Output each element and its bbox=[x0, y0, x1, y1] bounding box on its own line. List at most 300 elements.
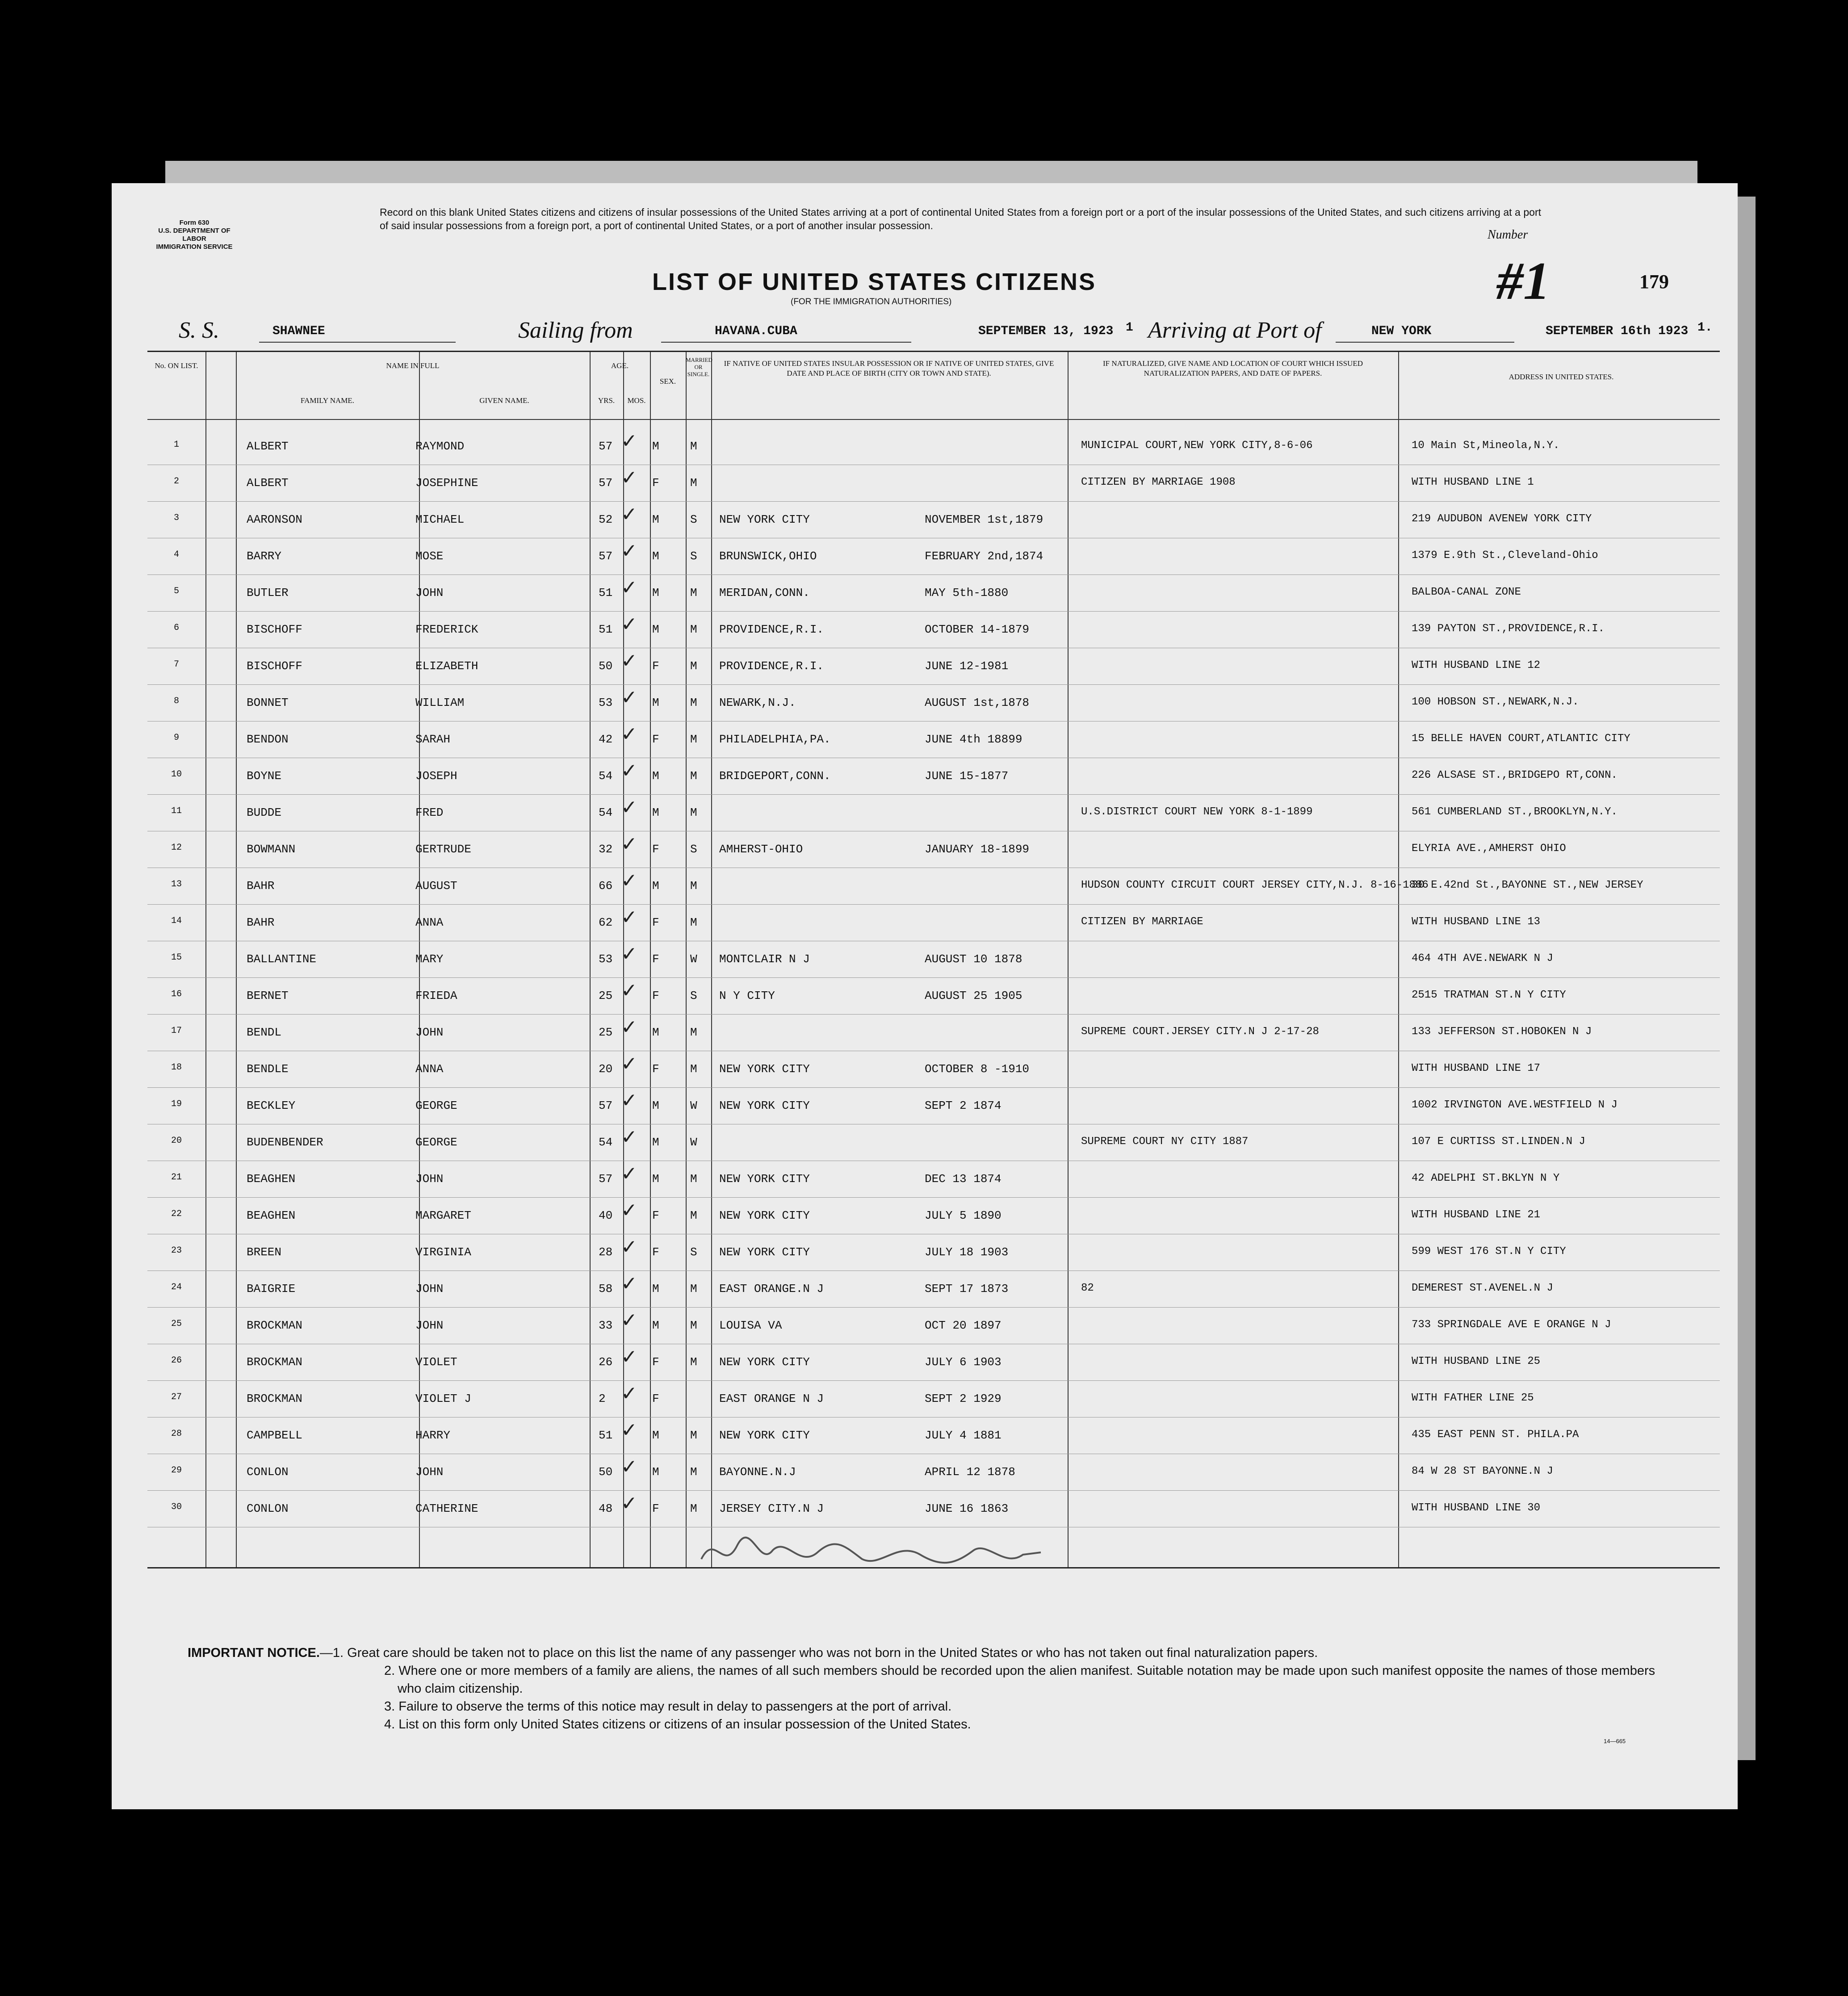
sex: M bbox=[652, 1172, 659, 1186]
sex: M bbox=[652, 1282, 659, 1296]
page-title: LIST OF UNITED STATES CITIZENS bbox=[652, 268, 1096, 295]
sex: M bbox=[652, 513, 659, 526]
address: 464 4TH AVE.NEWARK N J bbox=[1412, 952, 1553, 964]
age-years: 40 bbox=[599, 1209, 613, 1222]
age-years: 66 bbox=[599, 879, 613, 893]
table-row bbox=[147, 465, 1720, 499]
birth-place: BAYONNE.N.J bbox=[719, 1465, 796, 1479]
address: WITH HUSBAND LINE 21 bbox=[1412, 1209, 1541, 1221]
table-row bbox=[147, 1271, 1720, 1305]
birth-place: MERIDAN,CONN. bbox=[719, 586, 810, 600]
department-name: U.S. DEPARTMENT OF LABOR bbox=[158, 227, 230, 243]
birth-date: JULY 6 1903 bbox=[925, 1355, 1002, 1369]
birth-place: NEW YORK CITY bbox=[719, 1062, 810, 1076]
check-mark-icon: ✓ bbox=[621, 1272, 637, 1295]
col-head-yrs: YRS. bbox=[598, 396, 615, 405]
address: BALBOA-CANAL ZONE bbox=[1412, 586, 1521, 598]
family-name: ALBERT bbox=[247, 476, 289, 490]
sex: F bbox=[652, 1062, 659, 1076]
age-years: 53 bbox=[599, 696, 613, 709]
col-head-given: GIVEN NAME. bbox=[479, 396, 529, 405]
check-mark-icon: ✓ bbox=[621, 1162, 637, 1185]
age-years: 54 bbox=[599, 1136, 613, 1149]
family-name: BENDLE bbox=[247, 1062, 289, 1076]
row-number: 16 bbox=[171, 989, 182, 999]
sex: M bbox=[652, 1026, 659, 1039]
table-row bbox=[147, 1197, 1720, 1232]
age-years: 2 bbox=[599, 1392, 606, 1405]
marital-status: M bbox=[690, 1062, 697, 1076]
sex: F bbox=[652, 916, 659, 929]
naturalization: SUPREME COURT NY CITY 1887 bbox=[1081, 1136, 1249, 1148]
marital-status: S bbox=[690, 843, 697, 856]
row-number: 22 bbox=[171, 1209, 182, 1219]
departure-year-suffix: 1 bbox=[1126, 321, 1133, 335]
address: 599 WEST 176 ST.N Y CITY bbox=[1412, 1245, 1566, 1258]
birth-place: BRUNSWICK,OHIO bbox=[719, 549, 817, 563]
table-row bbox=[147, 868, 1720, 902]
birth-date: SEPT 2 1874 bbox=[925, 1099, 1002, 1112]
birth-place: PHILADELPHIA,PA. bbox=[719, 733, 831, 746]
family-name: BUDDE bbox=[247, 806, 282, 819]
form-header-block bbox=[147, 219, 241, 251]
given-name: VIRGINIA bbox=[415, 1245, 471, 1259]
given-name: FREDERICK bbox=[415, 623, 478, 636]
row-number: 21 bbox=[171, 1172, 182, 1183]
table-row bbox=[147, 1124, 1720, 1158]
check-mark-icon: ✓ bbox=[621, 1309, 637, 1332]
row-number: 28 bbox=[171, 1429, 182, 1439]
sex: M bbox=[652, 440, 659, 453]
marital-status: M bbox=[690, 696, 697, 709]
marital-status: S bbox=[690, 1245, 697, 1259]
age-years: 51 bbox=[599, 586, 613, 600]
given-name: WILLIAM bbox=[415, 696, 465, 709]
age-years: 33 bbox=[599, 1319, 613, 1332]
table-row bbox=[147, 1014, 1720, 1048]
birth-place: NEWARK,N.J. bbox=[719, 696, 796, 709]
marital-status: W bbox=[690, 1136, 697, 1149]
row-number: 6 bbox=[173, 623, 179, 633]
marital-status: M bbox=[690, 806, 697, 819]
given-name: ANNA bbox=[415, 1062, 444, 1076]
table-row bbox=[147, 501, 1720, 536]
col-head-name-group: NAME IN FULL bbox=[386, 361, 440, 370]
family-name: BOYNE bbox=[247, 769, 282, 783]
row-number: 9 bbox=[173, 733, 179, 743]
sex: M bbox=[652, 586, 659, 600]
table-row bbox=[147, 1087, 1720, 1122]
arriving-label: Arriving at Port of bbox=[1148, 318, 1322, 343]
number-label: Number bbox=[1488, 228, 1528, 242]
given-name: ELIZABETH bbox=[415, 659, 478, 673]
col-head-address: ADDRESS IN UNITED STATES. bbox=[1509, 373, 1614, 381]
marital-status: M bbox=[690, 476, 697, 490]
table-row bbox=[147, 1234, 1720, 1268]
form-number: Form 630 bbox=[179, 219, 210, 226]
sex: M bbox=[652, 1465, 659, 1479]
sex: M bbox=[652, 1099, 659, 1112]
age-years: 54 bbox=[599, 806, 613, 819]
row-number: 15 bbox=[171, 952, 182, 963]
family-name: BERNET bbox=[247, 989, 289, 1002]
family-name: BOWMANN bbox=[247, 843, 296, 856]
sex: F bbox=[652, 1355, 659, 1369]
address: WITH FATHER LINE 25 bbox=[1412, 1392, 1534, 1404]
age-years: 52 bbox=[599, 513, 613, 526]
birth-place: PROVIDENCE,R.I. bbox=[719, 659, 824, 673]
birth-date: JULY 4 1881 bbox=[925, 1429, 1002, 1442]
sex: F bbox=[652, 952, 659, 966]
manifest-sheet bbox=[112, 183, 1738, 1809]
marital-status: M bbox=[690, 1172, 697, 1186]
sex: M bbox=[652, 1429, 659, 1442]
address: DEMEREST ST.AVENEL.N J bbox=[1412, 1282, 1553, 1294]
form-code: 14—665 bbox=[1604, 1738, 1626, 1744]
age-years: 51 bbox=[599, 623, 613, 636]
family-name: BEAGHEN bbox=[247, 1209, 296, 1222]
birth-place: BRIDGEPORT,CONN. bbox=[719, 769, 831, 783]
notice-item-2: 2. Where one or more members of a family are aliens, the names of all such members should be recorded upon the alien manifest. Suitable notation may be made upon such manifest opposite the names of those members who claim citizenship. bbox=[384, 1664, 1655, 1696]
table-row bbox=[147, 831, 1720, 865]
check-mark-icon: ✓ bbox=[621, 686, 637, 709]
sex: M bbox=[652, 696, 659, 709]
row-number: 17 bbox=[171, 1026, 182, 1036]
arrival-date: SEPTEMBER 16th 1923 bbox=[1546, 324, 1689, 338]
row-number: 25 bbox=[171, 1319, 182, 1329]
given-name: GERTRUDE bbox=[415, 843, 471, 856]
marital-status: S bbox=[690, 513, 697, 526]
age-years: 53 bbox=[599, 952, 613, 966]
birth-place: EAST ORANGE N J bbox=[719, 1392, 824, 1405]
voyage-line bbox=[179, 317, 1720, 344]
check-mark-icon: ✓ bbox=[621, 1089, 637, 1112]
address: 1379 E.9th St.,Cleveland-Ohio bbox=[1412, 549, 1598, 562]
notice-lead: IMPORTANT NOTICE. bbox=[188, 1646, 320, 1660]
age-years: 20 bbox=[599, 1062, 613, 1076]
birth-date: FEBRUARY 2nd,1874 bbox=[925, 549, 1043, 563]
col-head-naturalized: IF NATURALIZED, GIVE NAME AND LOCATION OF COURT WHICH ISSUED NATURALIZATION PAPERS, AND DATE OF PAPERS. bbox=[1102, 359, 1363, 377]
age-years: 57 bbox=[599, 440, 613, 453]
marital-status: W bbox=[690, 952, 697, 966]
age-years: 32 bbox=[599, 843, 613, 856]
row-number: 26 bbox=[171, 1355, 182, 1366]
age-years: 57 bbox=[599, 1099, 613, 1112]
birth-place: LOUISA VA bbox=[719, 1319, 782, 1332]
marital-status: M bbox=[690, 623, 697, 636]
age-years: 57 bbox=[599, 549, 613, 563]
birth-place: MONTCLAIR N J bbox=[719, 952, 810, 966]
important-notice bbox=[188, 1644, 1662, 1733]
ss-label: S. S. bbox=[179, 318, 219, 343]
address: 561 CUMBERLAND ST.,BROOKLYN,N.Y. bbox=[1412, 806, 1618, 818]
check-mark-icon: ✓ bbox=[621, 869, 637, 892]
notice-item-3: 3. Failure to observe the terms of this notice may result in delay to passengers at the port of arrival. bbox=[384, 1699, 952, 1714]
family-name: BROCKMAN bbox=[247, 1392, 302, 1405]
birth-date: SEPT 2 1929 bbox=[925, 1392, 1002, 1405]
age-years: 50 bbox=[599, 659, 613, 673]
passenger-table bbox=[147, 351, 1720, 1568]
family-name: BECKLEY bbox=[247, 1099, 296, 1112]
col-head-mos: MOS. bbox=[627, 396, 646, 405]
table-row bbox=[147, 538, 1720, 572]
given-name: AUGUST bbox=[415, 879, 457, 893]
birth-date: MAY 5th-1880 bbox=[925, 586, 1009, 600]
birth-date: OCTOBER 14-1879 bbox=[925, 623, 1030, 636]
address: 226 ALSASE ST.,BRIDGEPO RT,CONN. bbox=[1412, 769, 1618, 781]
page-subtitle: (FOR THE IMMIGRATION AUTHORITIES) bbox=[791, 297, 952, 306]
row-number: 30 bbox=[171, 1502, 182, 1512]
birth-date: AUGUST 1st,1878 bbox=[925, 696, 1030, 709]
birth-date: AUGUST 10 1878 bbox=[925, 952, 1022, 966]
address: 15 BELLE HAVEN COURT,ATLANTIC CITY bbox=[1412, 733, 1630, 745]
table-row bbox=[147, 758, 1720, 792]
check-mark-icon: ✓ bbox=[621, 796, 637, 819]
col-head-age: AGE. bbox=[611, 361, 629, 370]
check-mark-icon: ✓ bbox=[621, 503, 637, 526]
table-row bbox=[147, 977, 1720, 1012]
age-years: 62 bbox=[599, 916, 613, 929]
sex: F bbox=[652, 1209, 659, 1222]
departure-underline bbox=[661, 342, 911, 343]
given-name: JOHN bbox=[415, 1172, 444, 1186]
sex: M bbox=[652, 549, 659, 563]
address: 435 EAST PENN ST. PHILA.PA bbox=[1412, 1429, 1579, 1441]
naturalization: SUPREME COURT.JERSEY CITY.N J 2-17-28 bbox=[1081, 1026, 1319, 1038]
marital-status: S bbox=[690, 549, 697, 563]
row-number: 13 bbox=[171, 879, 182, 889]
age-years: 54 bbox=[599, 769, 613, 783]
marital-status: M bbox=[690, 733, 697, 746]
marital-status: S bbox=[690, 989, 697, 1002]
birth-date: JUNE 16 1863 bbox=[925, 1502, 1009, 1515]
marital-status: M bbox=[690, 1282, 697, 1296]
age-years: 58 bbox=[599, 1282, 613, 1296]
age-years: 42 bbox=[599, 733, 613, 746]
check-mark-icon: ✓ bbox=[621, 576, 637, 599]
table-row bbox=[147, 1161, 1720, 1195]
check-mark-icon: ✓ bbox=[621, 979, 637, 1002]
given-name: SARAH bbox=[415, 733, 451, 746]
birth-date: OCTOBER 8 -1910 bbox=[925, 1062, 1030, 1076]
given-name: JOSEPHINE bbox=[415, 476, 478, 490]
family-name: BALLANTINE bbox=[247, 952, 317, 966]
sailing-from-label: Sailing from bbox=[518, 318, 633, 343]
sex: F bbox=[652, 1502, 659, 1515]
check-mark-icon: ✓ bbox=[621, 759, 637, 782]
family-name: BUTLER bbox=[247, 586, 289, 600]
family-name: BROCKMAN bbox=[247, 1319, 302, 1332]
family-name: BREEN bbox=[247, 1245, 282, 1259]
family-name: CONLON bbox=[247, 1465, 289, 1479]
col-head-no: No. ON LIST. bbox=[155, 361, 198, 370]
birth-date: JANUARY 18-1899 bbox=[925, 843, 1030, 856]
birth-place: AMHERST-OHIO bbox=[719, 843, 803, 856]
marital-status: M bbox=[690, 1502, 697, 1515]
table-row bbox=[147, 941, 1720, 975]
marital-status: M bbox=[690, 1209, 697, 1222]
check-mark-icon: ✓ bbox=[621, 1126, 637, 1149]
check-mark-icon: ✓ bbox=[621, 833, 637, 855]
table-row bbox=[147, 721, 1720, 755]
birth-date: AUGUST 25 1905 bbox=[925, 989, 1022, 1002]
birth-date: JULY 5 1890 bbox=[925, 1209, 1002, 1222]
given-name: MICHAEL bbox=[415, 513, 465, 526]
check-mark-icon: ✓ bbox=[621, 1346, 637, 1368]
given-name: MARGARET bbox=[415, 1209, 471, 1222]
marital-status: M bbox=[690, 1319, 697, 1332]
check-mark-icon: ✓ bbox=[621, 1419, 637, 1442]
row-number: 3 bbox=[173, 513, 179, 523]
address: ELYRIA AVE.,AMHERST OHIO bbox=[1412, 843, 1566, 855]
family-name: BROCKMAN bbox=[247, 1355, 302, 1369]
notice-item-4: 4. List on this form only United States citizens or citizens of an insular possession of the United States. bbox=[384, 1717, 971, 1732]
naturalization: HUDSON COUNTY CIRCUIT COURT JERSEY CITY,N.J. 8-16-1886 bbox=[1081, 879, 1429, 891]
birth-date: OCT 20 1897 bbox=[925, 1319, 1002, 1332]
table-row bbox=[147, 794, 1720, 829]
arrival-year-suffix: 1. bbox=[1697, 321, 1713, 335]
check-mark-icon: ✓ bbox=[621, 650, 637, 672]
family-name: BAHR bbox=[247, 916, 275, 929]
table-row bbox=[147, 1344, 1720, 1378]
given-name: CATHERINE bbox=[415, 1502, 478, 1515]
check-mark-icon: ✓ bbox=[621, 613, 637, 636]
row-number: 2 bbox=[173, 476, 179, 486]
arrival-port: NEW YORK bbox=[1371, 324, 1432, 338]
row-number: 10 bbox=[171, 769, 182, 780]
family-name: BARRY bbox=[247, 549, 282, 563]
check-mark-icon: ✓ bbox=[621, 723, 637, 746]
naturalization: CITIZEN BY MARRIAGE bbox=[1081, 916, 1203, 928]
family-name: BENDL bbox=[247, 1026, 282, 1039]
row-number: 11 bbox=[171, 806, 182, 816]
address: 10 Main St,Mineola,N.Y. bbox=[1412, 440, 1560, 452]
given-name: VIOLET J bbox=[415, 1392, 471, 1405]
marital-status: M bbox=[690, 1465, 697, 1479]
ship-underline bbox=[259, 342, 456, 343]
family-name: BISCHOFF bbox=[247, 623, 302, 636]
birth-date: SEPT 17 1873 bbox=[925, 1282, 1009, 1296]
address: 733 SPRINGDALE AVE E ORANGE N J bbox=[1412, 1319, 1611, 1331]
family-name: BUDENBENDER bbox=[247, 1136, 323, 1149]
given-name: HARRY bbox=[415, 1429, 451, 1442]
given-name: JOHN bbox=[415, 1319, 444, 1332]
col-head-married: MARRIED OR SINGLE. bbox=[686, 356, 712, 377]
family-name: BAHR bbox=[247, 879, 275, 893]
handwritten-list-number: #1 bbox=[1496, 251, 1550, 310]
table-row bbox=[147, 1454, 1720, 1488]
marital-status: M bbox=[690, 586, 697, 600]
sex: M bbox=[652, 879, 659, 893]
sex: M bbox=[652, 623, 659, 636]
given-name: RAYMOND bbox=[415, 440, 465, 453]
marital-status: W bbox=[690, 1099, 697, 1112]
arrival-underline bbox=[1336, 342, 1514, 343]
address: WITH HUSBAND LINE 30 bbox=[1412, 1502, 1541, 1514]
birth-place: NEW YORK CITY bbox=[719, 513, 810, 526]
address: 100 HOBSON ST.,NEWARK,N.J. bbox=[1412, 696, 1579, 708]
given-name: JOHN bbox=[415, 1465, 444, 1479]
row-number: 8 bbox=[173, 696, 179, 706]
birth-place: NEW YORK CITY bbox=[719, 1429, 810, 1442]
age-years: 50 bbox=[599, 1465, 613, 1479]
birth-place: NEW YORK CITY bbox=[719, 1355, 810, 1369]
birth-place: NEW YORK CITY bbox=[719, 1245, 810, 1259]
given-name: JOHN bbox=[415, 1026, 444, 1039]
given-name: VIOLET bbox=[415, 1355, 457, 1369]
check-mark-icon: ✓ bbox=[621, 1199, 637, 1222]
table-row bbox=[147, 648, 1720, 682]
age-years: 51 bbox=[599, 1429, 613, 1442]
service-name: IMMIGRATION SERVICE bbox=[156, 243, 233, 251]
table-row bbox=[147, 611, 1720, 646]
sex: F bbox=[652, 733, 659, 746]
table-row bbox=[147, 1051, 1720, 1085]
family-name: AARONSON bbox=[247, 513, 302, 526]
birth-date: DEC 13 1874 bbox=[925, 1172, 1002, 1186]
birth-place: PROVIDENCE,R.I. bbox=[719, 623, 824, 636]
departure-port: HAVANA.CUBA bbox=[715, 324, 797, 338]
given-name: MARY bbox=[415, 952, 444, 966]
check-mark-icon: ✓ bbox=[621, 540, 637, 562]
family-name: BONNET bbox=[247, 696, 289, 709]
family-name: CONLON bbox=[247, 1502, 289, 1515]
check-mark-icon: ✓ bbox=[621, 1053, 637, 1075]
row-number: 24 bbox=[171, 1282, 182, 1292]
address: 107 E CURTISS ST.LINDEN.N J bbox=[1412, 1136, 1585, 1148]
check-mark-icon: ✓ bbox=[621, 1492, 637, 1515]
address: 2515 TRATMAN ST.N Y CITY bbox=[1412, 989, 1566, 1001]
sex: M bbox=[652, 1136, 659, 1149]
birth-date: JUNE 12-1981 bbox=[925, 659, 1009, 673]
birth-date: JUNE 4th 18899 bbox=[925, 733, 1022, 746]
marital-status: M bbox=[690, 440, 697, 453]
col-head-birth: IF NATIVE OF UNITED STATES INSULAR POSSESSION OR IF NATIVE OF UNITED STATES, GIVE DATE AND PLACE OF BIRTH (CITY OR TOWN AND STATE). bbox=[724, 359, 1054, 377]
table-row bbox=[147, 1307, 1720, 1342]
family-name: BEAGHEN bbox=[247, 1172, 296, 1186]
given-name: JOSEPH bbox=[415, 769, 457, 783]
birth-place: EAST ORANGE.N J bbox=[719, 1282, 824, 1296]
page-number: 179 bbox=[1639, 271, 1669, 293]
age-years: 26 bbox=[599, 1355, 613, 1369]
table-row bbox=[147, 684, 1720, 719]
family-name: ALBERT bbox=[247, 440, 289, 453]
row-number: 7 bbox=[173, 659, 179, 670]
sex: M bbox=[652, 1319, 659, 1332]
family-name: BENDON bbox=[247, 733, 289, 746]
row-number: 23 bbox=[171, 1245, 182, 1256]
check-mark-icon: ✓ bbox=[621, 430, 637, 453]
given-name: FRED bbox=[415, 806, 444, 819]
table-row bbox=[147, 904, 1720, 939]
row-number: 1 bbox=[173, 440, 179, 450]
naturalization: MUNICIPAL COURT,NEW YORK CITY,8-6-06 bbox=[1081, 440, 1313, 452]
marital-status: M bbox=[690, 916, 697, 929]
sex: M bbox=[652, 806, 659, 819]
birth-place: NEW YORK CITY bbox=[719, 1099, 810, 1112]
table-row bbox=[147, 428, 1720, 462]
col-head-family: FAMILY NAME. bbox=[300, 396, 355, 405]
row-number: 14 bbox=[171, 916, 182, 926]
marital-status: M bbox=[690, 659, 697, 673]
address: WITH HUSBAND LINE 12 bbox=[1412, 659, 1541, 671]
col-head-sex: SEX. bbox=[659, 377, 676, 386]
ship-name: SHAWNEE bbox=[272, 324, 325, 338]
sex: M bbox=[652, 769, 659, 783]
row-number: 19 bbox=[171, 1099, 182, 1109]
marital-status: M bbox=[690, 1026, 697, 1039]
check-mark-icon: ✓ bbox=[621, 1016, 637, 1039]
